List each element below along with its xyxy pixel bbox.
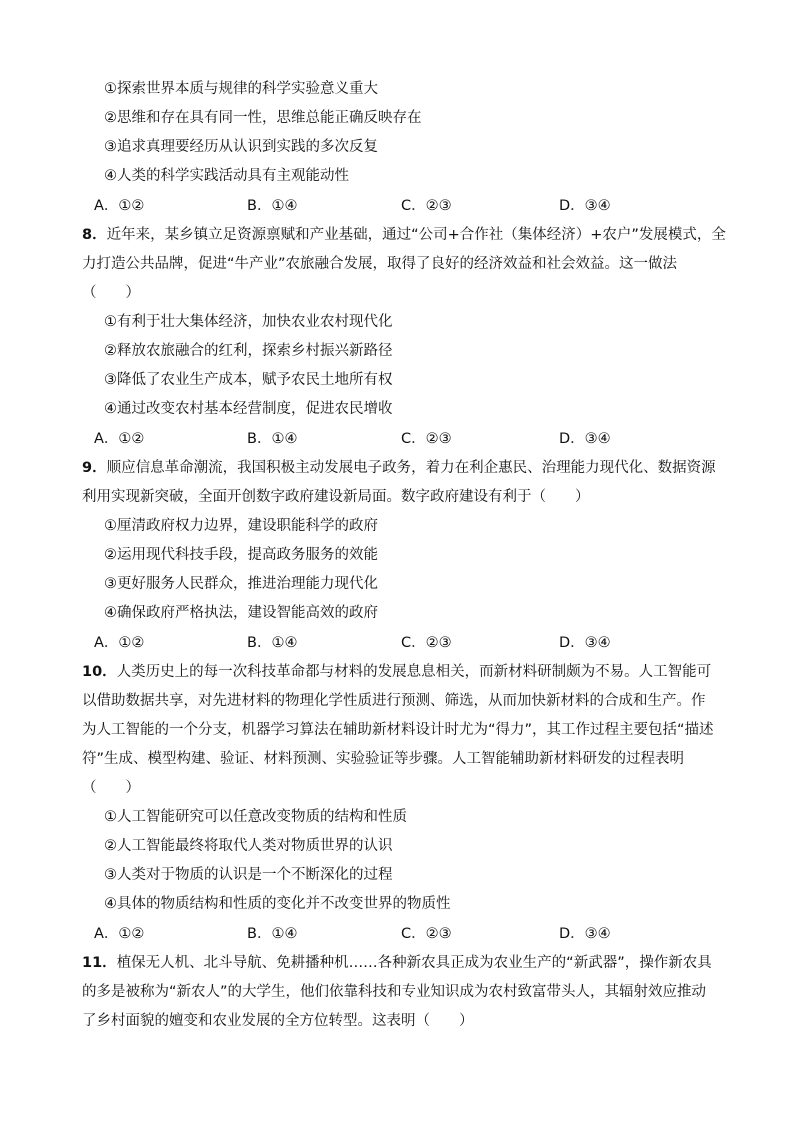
q7-answer-c: C．②③ — [401, 198, 452, 214]
q9-answer-d: D．③④ — [559, 635, 611, 651]
q11-number: 11． — [82, 955, 117, 971]
q7-answer-b: B．①④ — [247, 198, 298, 214]
q10-number: 10． — [82, 664, 117, 680]
q8-option-1: ①有利于壮大集体经济，加快农业农村现代化 — [104, 314, 393, 330]
q11-stem-line-2: 的多是被称为“新农人”的大学生，他们依靠科技和专业知识成为农村致富带头人，其辐射效应推动 — [82, 984, 707, 1000]
q11-stem-line-1: 11．植保无人机、北斗导航、免耕播种机……各种新农具正成为农业生产的“新武器”，操作新农具 — [82, 955, 712, 971]
q10-option-4: ④具体的物质结构和性质的变化并不改变世界的物质性 — [104, 896, 451, 912]
q8-option-3: ③降低了农业生产成本，赋予农民土地所有权 — [104, 372, 393, 388]
q7-answer-a: A．①② — [94, 198, 145, 214]
q9-option-1: ①厘清政府权力边界，建设职能科学的政府 — [104, 518, 378, 534]
q9-answer-a: A．①② — [94, 635, 145, 651]
q9-stem-line-1: 9．顺应信息革命潮流，我国积极主动发展电子政务，着力在利企惠民、治理能力现代化、数据资源 — [82, 460, 716, 476]
q7-option-4: ④人类的科学实践活动具有主观能动性 — [104, 168, 349, 184]
q8-option-2: ②释放农旅融合的红利，探索乡村振兴新路径 — [104, 343, 393, 359]
q8-option-4: ④通过改变农村基本经营制度，促进农民增收 — [104, 401, 393, 417]
q10-option-1: ①人工智能研究可以任意改变物质的结构和性质 — [104, 809, 407, 825]
q10-option-2: ②人工智能最终将取代人类对物质世界的认识 — [104, 838, 393, 854]
q7-option-3: ③追求真理要经历从认识到实践的多次反复 — [104, 139, 378, 155]
q10-stem-line-3: 为人工智能的一个分支，机器学习算法在辅助新材料设计时尤为“得力”，其工作过程主要包括“描述 — [82, 722, 714, 738]
q8-number: 8． — [82, 227, 107, 243]
q7-option-2: ②思维和存在具有同一性，思维总能正确反映存在 — [104, 110, 422, 126]
q8-answer-d: D．③④ — [559, 431, 611, 447]
q9-option-2: ②运用现代科技手段，提高政务服务的效能 — [104, 547, 378, 563]
q10-answer-b: B．①④ — [247, 926, 298, 942]
q10-stem-line-5: （ ） — [82, 780, 140, 796]
q10-stem-line-4: 符”生成、模型构建、验证、材料预测、实验验证等步骤。人工智能辅助新材料研发的过程表明 — [82, 751, 685, 767]
q10-stem-line-2: 以借助数据共享，对先进材料的物理化学性质进行预测、筛选，从而加快新材料的合成和生产。作 — [82, 693, 706, 709]
q9-option-4: ④确保政府严格执法，建设智能高效的政府 — [104, 605, 378, 621]
q9-option-3: ③更好服务人民群众，推进治理能力现代化 — [104, 576, 378, 592]
q9-answer-b: B．①④ — [247, 635, 298, 651]
q8-answer-c: C．②③ — [401, 431, 452, 447]
q10-answer-d: D．③④ — [559, 926, 611, 942]
q7-answer-d: D．③④ — [559, 198, 611, 214]
q8-answer-b: B．①④ — [247, 431, 298, 447]
q10-option-3: ③人类对于物质的认识是一个不断深化的过程 — [104, 867, 393, 883]
q10-stem-line-1: 10．人类历史上的每一次科技革命都与材料的发展息息相关，而新材料研制颇为不易。人工智能可 — [82, 664, 712, 680]
q8-stem-line-2: 力打造公共品牌，促进“牛产业”农旅融合发展，取得了良好的经济效益和社会效益。这一做法 — [82, 256, 678, 272]
q9-answer-c: C．②③ — [401, 635, 452, 651]
q8-stem-line-1: 8．近年来，某乡镇立足资源禀赋和产业基础，通过“公司+合作社（集体经济）+农户”发展模式，全 — [82, 227, 726, 243]
q8-stem-line-3: （ ） — [82, 285, 140, 301]
q9-stem-line-2: 利用实现新突破，全面开创数字政府建设新局面。数字政府建设有利于（ ） — [82, 489, 590, 505]
q11-stem-line-3: 了乡村面貌的嬗变和农业发展的全方位转型。这表明（ ） — [82, 1013, 474, 1029]
q10-answer-a: A．①② — [94, 926, 145, 942]
q7-option-1: ①探索世界本质与规律的科学实验意义重大 — [104, 81, 378, 97]
q8-answer-a: A．①② — [94, 431, 145, 447]
q9-number: 9． — [82, 460, 107, 476]
q10-answer-c: C．②③ — [401, 926, 452, 942]
